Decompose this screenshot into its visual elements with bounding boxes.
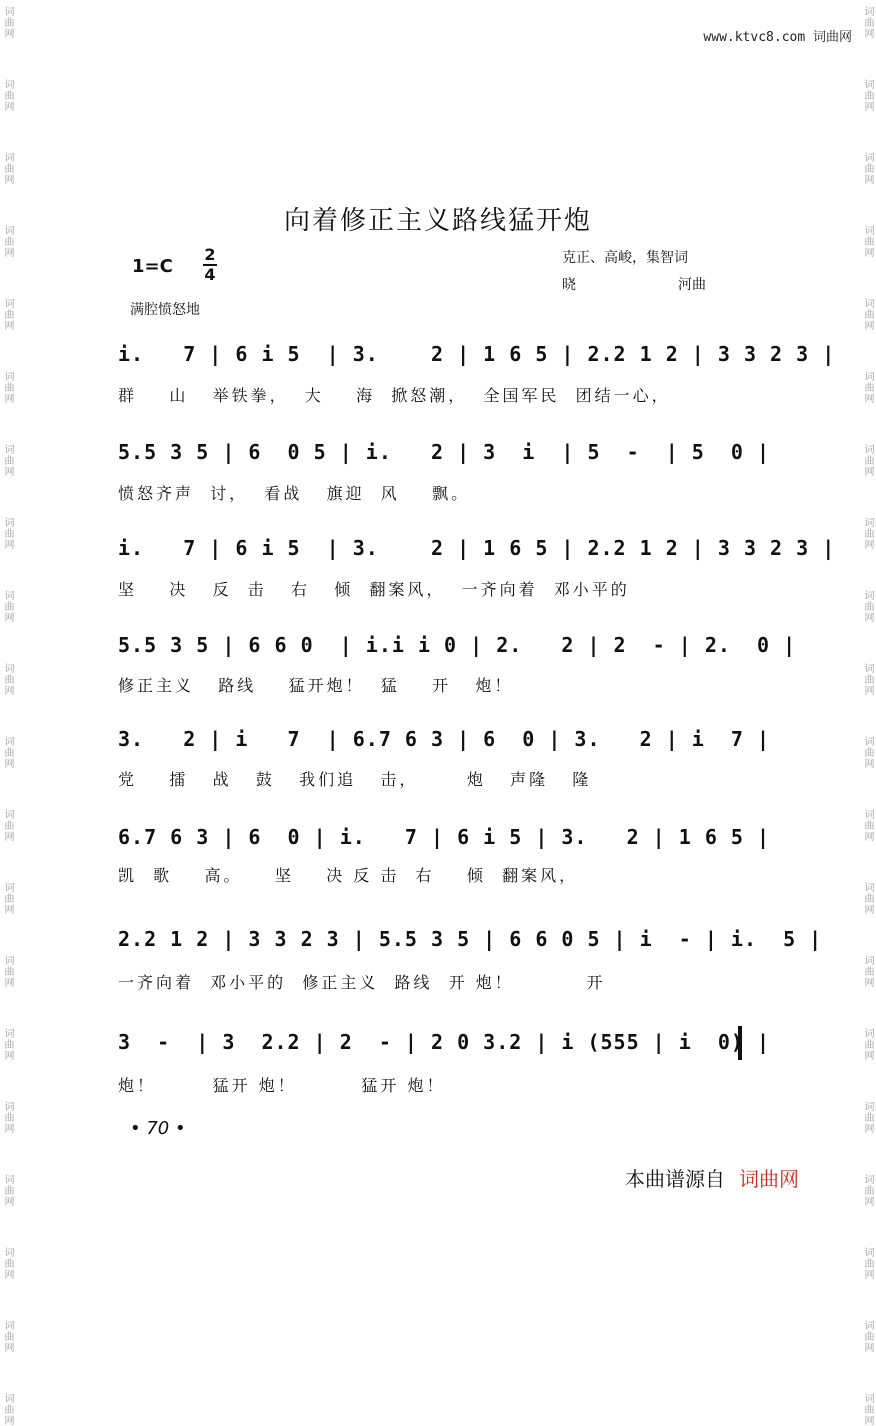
side-watermark: 词曲网	[2, 736, 13, 769]
side-watermark: 词曲网	[2, 152, 13, 185]
key-signature: 1=C	[132, 256, 173, 277]
site-url: www.ktvc8.com 词曲网	[703, 30, 852, 45]
notation-line: 3 - | 3 2.2 | 2 - | 2 0 3.2 | i (555 | i 0) |	[118, 1030, 771, 1054]
side-watermark: 词曲网	[2, 444, 13, 477]
side-watermark: 词曲网	[2, 809, 13, 842]
side-watermark: 词曲网	[2, 1393, 13, 1426]
side-watermark: 词曲网	[2, 1174, 13, 1207]
side-watermark: 词曲网	[862, 1393, 873, 1426]
notation-line: 3. 2 | i 7 | 6.7 6 3 | 6 0 | 3. 2 | i 7 |	[118, 727, 771, 751]
page-number: • 70 •	[130, 1118, 186, 1139]
side-watermark: 词曲网	[862, 590, 873, 623]
side-watermark: 词曲网	[2, 298, 13, 331]
lyric-line: 愤怒齐声 讨， 看战 旗迎 风 飘。	[118, 484, 471, 503]
final-barline	[738, 1026, 742, 1060]
composer-credit	[562, 274, 706, 294]
side-watermark: 词曲网	[2, 1028, 13, 1061]
time-signature-top: 2	[204, 245, 216, 264]
side-watermark: 词曲网	[862, 663, 873, 696]
notation-line: 6.7 6 3 | 6 0 | i. 7 | 6 i 5 | 3. 2 | 1 6 5 |	[118, 825, 771, 849]
time-signature	[203, 247, 217, 283]
notation-line: 5.5 3 5 | 6 0 5 | i. 2 | 3 i | 5 - | 5 0 |	[118, 440, 771, 464]
source-brand[interactable]: 词曲网	[739, 1167, 799, 1191]
side-watermark: 词曲网	[2, 517, 13, 550]
side-watermark: 词曲网	[2, 663, 13, 696]
side-watermark: 词曲网	[862, 809, 873, 842]
notation-line: 5.5 3 5 | 6 6 0 | i.i i 0 | 2. 2 | 2 - | 2. 0 |	[118, 633, 797, 657]
notation-line: 2.2 1 2 | 3 3 2 3 | 5.5 3 5 | 6 6 0 5 | i - | i. 5 |	[118, 927, 823, 951]
side-watermark: 词曲网	[2, 590, 13, 623]
side-watermark: 词曲网	[862, 955, 873, 988]
side-watermark: 词曲网	[862, 1101, 873, 1134]
left-watermark-strip	[0, 0, 16, 1426]
side-watermark: 词曲网	[862, 6, 873, 39]
side-watermark: 词曲网	[862, 1174, 873, 1207]
side-watermark: 词曲网	[862, 152, 873, 185]
side-watermark: 词曲网	[862, 225, 873, 258]
source-credit	[625, 1163, 799, 1192]
notation-line: i. 7 | 6 i 5 | 3. 2 | 1 6 5 | 2.2 1 2 | 3 3 2 3 |	[118, 342, 836, 366]
notation-line: i. 7 | 6 i 5 | 3. 2 | 1 6 5 | 2.2 1 2 | 3 3 2 3 |	[118, 536, 836, 560]
side-watermark: 词曲网	[862, 79, 873, 112]
lyric-line: 一齐向着 邓小平的 修正主义 路线 开 炮！ 开	[118, 973, 606, 992]
right-watermark-strip	[860, 0, 876, 1426]
side-watermark: 词曲网	[862, 1320, 873, 1353]
lyric-line: 群 山 举铁拳， 大 海 掀怒潮， 全国军民 团结一心，	[118, 386, 671, 405]
composer-suffix: 河曲	[678, 277, 706, 293]
side-watermark: 词曲网	[862, 298, 873, 331]
side-watermark: 词曲网	[2, 882, 13, 915]
side-watermark: 词曲网	[2, 6, 13, 39]
time-signature-bottom: 4	[204, 265, 216, 284]
side-watermark: 词曲网	[2, 955, 13, 988]
lyric-line: 凯 歌 高。 坚 决 反 击 右 倾 翻案风，	[118, 866, 579, 885]
lyric-line: 坚 决 反 击 右 倾 翻案风， 一齐向着 邓小平的	[118, 580, 630, 599]
side-watermark: 词曲网	[862, 371, 873, 404]
side-watermark: 词曲网	[862, 1247, 873, 1280]
lyric-line: 修正主义 路线 猛开炮！ 猛 开 炮！	[118, 676, 514, 695]
lyric-line: 炮！ 猛开 炮！ 猛开 炮！	[118, 1076, 446, 1095]
side-watermark: 词曲网	[862, 444, 873, 477]
composer-name: 晓	[562, 277, 576, 293]
side-watermark: 词曲网	[862, 517, 873, 550]
song-title: 向着修正主义路线猛开炮	[283, 206, 592, 236]
side-watermark: 词曲网	[862, 1028, 873, 1061]
side-watermark: 词曲网	[2, 79, 13, 112]
lyric-line: 党 擂 战 鼓 我们追 击， 炮 声隆 隆	[118, 770, 592, 789]
tempo-marking: 满腔愤怒地	[130, 302, 200, 318]
lyricist-credit: 克正、高峻，集智词	[562, 250, 688, 266]
side-watermark: 词曲网	[2, 225, 13, 258]
source-prefix: 本曲谱源自	[625, 1167, 725, 1191]
side-watermark: 词曲网	[2, 1101, 13, 1134]
side-watermark: 词曲网	[2, 371, 13, 404]
side-watermark: 词曲网	[862, 882, 873, 915]
side-watermark: 词曲网	[862, 736, 873, 769]
side-watermark: 词曲网	[2, 1320, 13, 1353]
side-watermark: 词曲网	[2, 1247, 13, 1280]
